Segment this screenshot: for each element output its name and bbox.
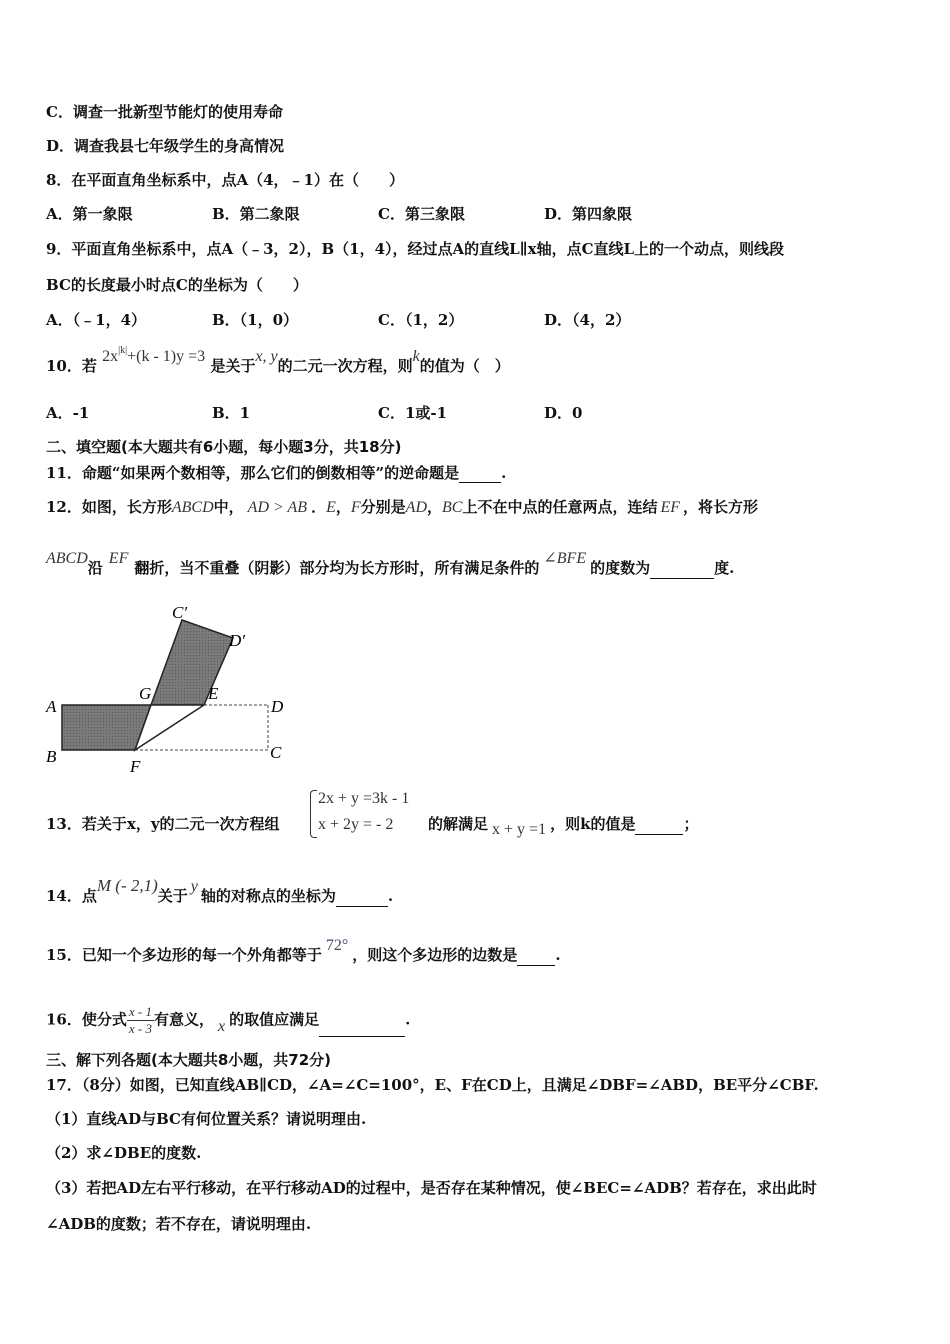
q14-text: 14．点 xyxy=(46,887,97,905)
q13-condition: x + y =1 xyxy=(492,821,547,838)
q13-end: ； xyxy=(683,815,699,833)
q10-mid: 是关于 xyxy=(210,357,256,375)
q10-equation-b: +(k - 1)y =3 xyxy=(127,348,206,365)
q12-text: 度. xyxy=(714,559,735,577)
q12-condition: AD > AB xyxy=(247,499,308,516)
section3-heading: 三、解下列各题(本大题共8小题，共72分) xyxy=(46,1051,332,1069)
q12-text: ． xyxy=(311,498,327,516)
section2-heading: 二、填空题(本大题共有6小题，每小题3分，共18分) xyxy=(46,438,402,456)
q12-text: 翻折，当不重叠（阴影）部分均为长方形时，所有满足条件的 xyxy=(134,559,540,577)
q13-equation-1: 2x + y =3k - 1 xyxy=(318,790,410,807)
q12-text: 的度数为 xyxy=(590,559,651,577)
q8-stem: 8．在平面直角坐标系中，点A（4，﹣1）在（ ） xyxy=(46,171,404,189)
q16-fraction xyxy=(127,1004,154,1037)
q12-text: 分别是 xyxy=(360,498,406,516)
q12-line2 xyxy=(46,550,735,579)
q12-figure xyxy=(40,598,300,778)
q13-equation-2: x + 2y = - 2 xyxy=(318,816,394,833)
q9-option-a: A．（﹣1，4） xyxy=(46,311,147,329)
q8-option-a: A．第一象限 xyxy=(46,205,133,223)
q10-vars: x, y xyxy=(255,348,278,365)
q12-f: F xyxy=(350,499,361,516)
q10-tail: 的值为（ ） xyxy=(419,357,510,375)
q13-tail xyxy=(428,814,699,838)
q12-angle-bfe: ∠BFE xyxy=(543,550,587,567)
shaded-rectangle-folded xyxy=(151,620,233,705)
q10-mid2: 的二元一次方程，则 xyxy=(277,357,413,375)
q12-answer-blank[interactable] xyxy=(650,562,714,579)
q14-point-m: M (- 2,1) xyxy=(96,876,158,895)
q15-text: ，则这个多边形的边数是 xyxy=(352,946,518,964)
q9-stem-line1: 9．平面直角坐标系中，点A（﹣3，2），B（1，4），经过点A的直线L∥x轴，点C直线L上的一个动点，则线段 xyxy=(46,240,785,258)
q16-text: 16．使分式 xyxy=(46,1010,127,1029)
q12-text: 上不在中点的任意两点，连结 xyxy=(462,498,658,516)
q17-subquestion-3-line2: ∠ADB的度数；若不存在，请说明理由. xyxy=(46,1215,312,1233)
q10-equation-a: 2x xyxy=(102,348,119,365)
q12-text: ， xyxy=(427,498,443,516)
q13-prefix: 13．若关于x，y的二元一次方程组 xyxy=(46,815,280,833)
q14-text: 关于 xyxy=(157,887,188,905)
label-d: D xyxy=(271,697,284,716)
q12-line1 xyxy=(46,497,758,518)
q15-angle: 72° xyxy=(325,937,349,954)
q14-text: 轴的对称点的坐标为 xyxy=(200,887,336,905)
label-f: F xyxy=(130,757,141,776)
q8-option-d: D．第四象限 xyxy=(544,205,633,223)
q11-stem xyxy=(46,463,506,483)
q16-answer-blank[interactable] xyxy=(319,1020,405,1037)
label-a: A xyxy=(46,697,57,716)
q9-option-c: C．（1，2） xyxy=(378,311,464,329)
q12-text: 12．如图，长方形 xyxy=(46,498,172,516)
q12-bc: BC xyxy=(442,499,463,516)
q13-text: 的解满足 xyxy=(428,815,489,833)
q17-stem: 17．（8分）如图，已知直线AB∥CD，∠A=∠C=100°，E、F在CD上，且满足∠DBF=∠ABD，BE平分∠CBF. xyxy=(46,1076,819,1094)
q16-text: 的取值应满足 xyxy=(229,1010,320,1029)
label-c: C xyxy=(270,743,282,762)
q11-text: 11．命题“如果两个数相等，那么它们的倒数相等”的逆命题是 xyxy=(46,464,460,482)
label-e: E xyxy=(208,684,219,703)
q17-subquestion-2: （2）求∠DBE的度数. xyxy=(46,1144,202,1162)
q14-axis: y xyxy=(190,878,198,895)
label-d-prime: D′ xyxy=(229,631,245,650)
q16-denominator: x - 3 xyxy=(128,1021,152,1036)
q12-text: ， xyxy=(335,498,351,516)
q12-text: 沿 xyxy=(87,559,103,577)
q12-e: E xyxy=(326,499,336,516)
q10-k: k xyxy=(412,348,420,365)
q7-option-c: C．调查一批新型节能灯的使用寿命 xyxy=(46,103,283,121)
q7-option-d: D．调查我县七年级学生的身高情况 xyxy=(46,137,285,155)
q8-option-b: B．第二象限 xyxy=(212,205,300,223)
label-b: B xyxy=(46,747,57,766)
q9-option-b: B．（1，0） xyxy=(212,311,299,329)
q10-option-b: B．1 xyxy=(212,404,251,422)
q12-abcd: ABCD xyxy=(46,550,88,567)
q11-answer-blank[interactable] xyxy=(459,466,501,483)
label-c-prime: C′ xyxy=(172,603,188,622)
q13-brace xyxy=(310,790,317,838)
q10-prefix: 10．若 xyxy=(46,357,97,375)
q16-numerator: x - 1 xyxy=(128,1004,152,1019)
label-g: G xyxy=(139,684,152,703)
q15-end: . xyxy=(555,946,561,964)
q12-ef: EF xyxy=(660,499,681,516)
q12-text: ，将长方形 xyxy=(683,498,759,516)
q16-end: . xyxy=(405,1010,411,1029)
q8-option-c: C．第三象限 xyxy=(378,205,465,223)
q14-stem xyxy=(46,876,394,907)
q17-subquestion-1: （1）直线AD与BC有何位置关系？请说明理由. xyxy=(46,1110,367,1128)
q15-stem xyxy=(46,937,561,966)
q10-option-c: C．1或-1 xyxy=(378,404,448,422)
q12-abcd: ABCD xyxy=(171,499,214,516)
q10-option-d: D．0 xyxy=(544,404,583,422)
q17-subquestion-3-line1: （3）若把AD左右平行移动，在平行移动AD的过程中，是否存在某种情况，使∠BEC=∠ADB？若存在，求出此时 xyxy=(46,1179,817,1197)
q12-ad: AD xyxy=(405,499,427,516)
q13-text: ，则k的值是 xyxy=(550,815,636,833)
q16-text: 有意义， xyxy=(153,1010,214,1029)
q13-answer-blank[interactable] xyxy=(635,818,683,835)
q10-stem xyxy=(46,345,510,379)
q12-text: 中， xyxy=(213,498,244,516)
q15-text: 15．已知一个多边形的每一个外角都等于 xyxy=(46,946,322,964)
q15-answer-blank[interactable] xyxy=(517,949,555,966)
q14-end: . xyxy=(387,887,394,905)
q9-stem-line2: BC的长度最小时点C的坐标为（ ） xyxy=(46,276,308,294)
q9-option-d: D．（4，2） xyxy=(544,311,631,329)
q11-end: . xyxy=(501,464,507,482)
q12-ef: EF xyxy=(108,550,129,567)
q10-exponent: |k| xyxy=(118,345,128,356)
q10-option-a: A．-1 xyxy=(46,404,90,422)
q16-stem xyxy=(46,1004,410,1037)
q14-answer-blank[interactable] xyxy=(336,890,388,907)
q16-x: x xyxy=(218,1017,226,1035)
